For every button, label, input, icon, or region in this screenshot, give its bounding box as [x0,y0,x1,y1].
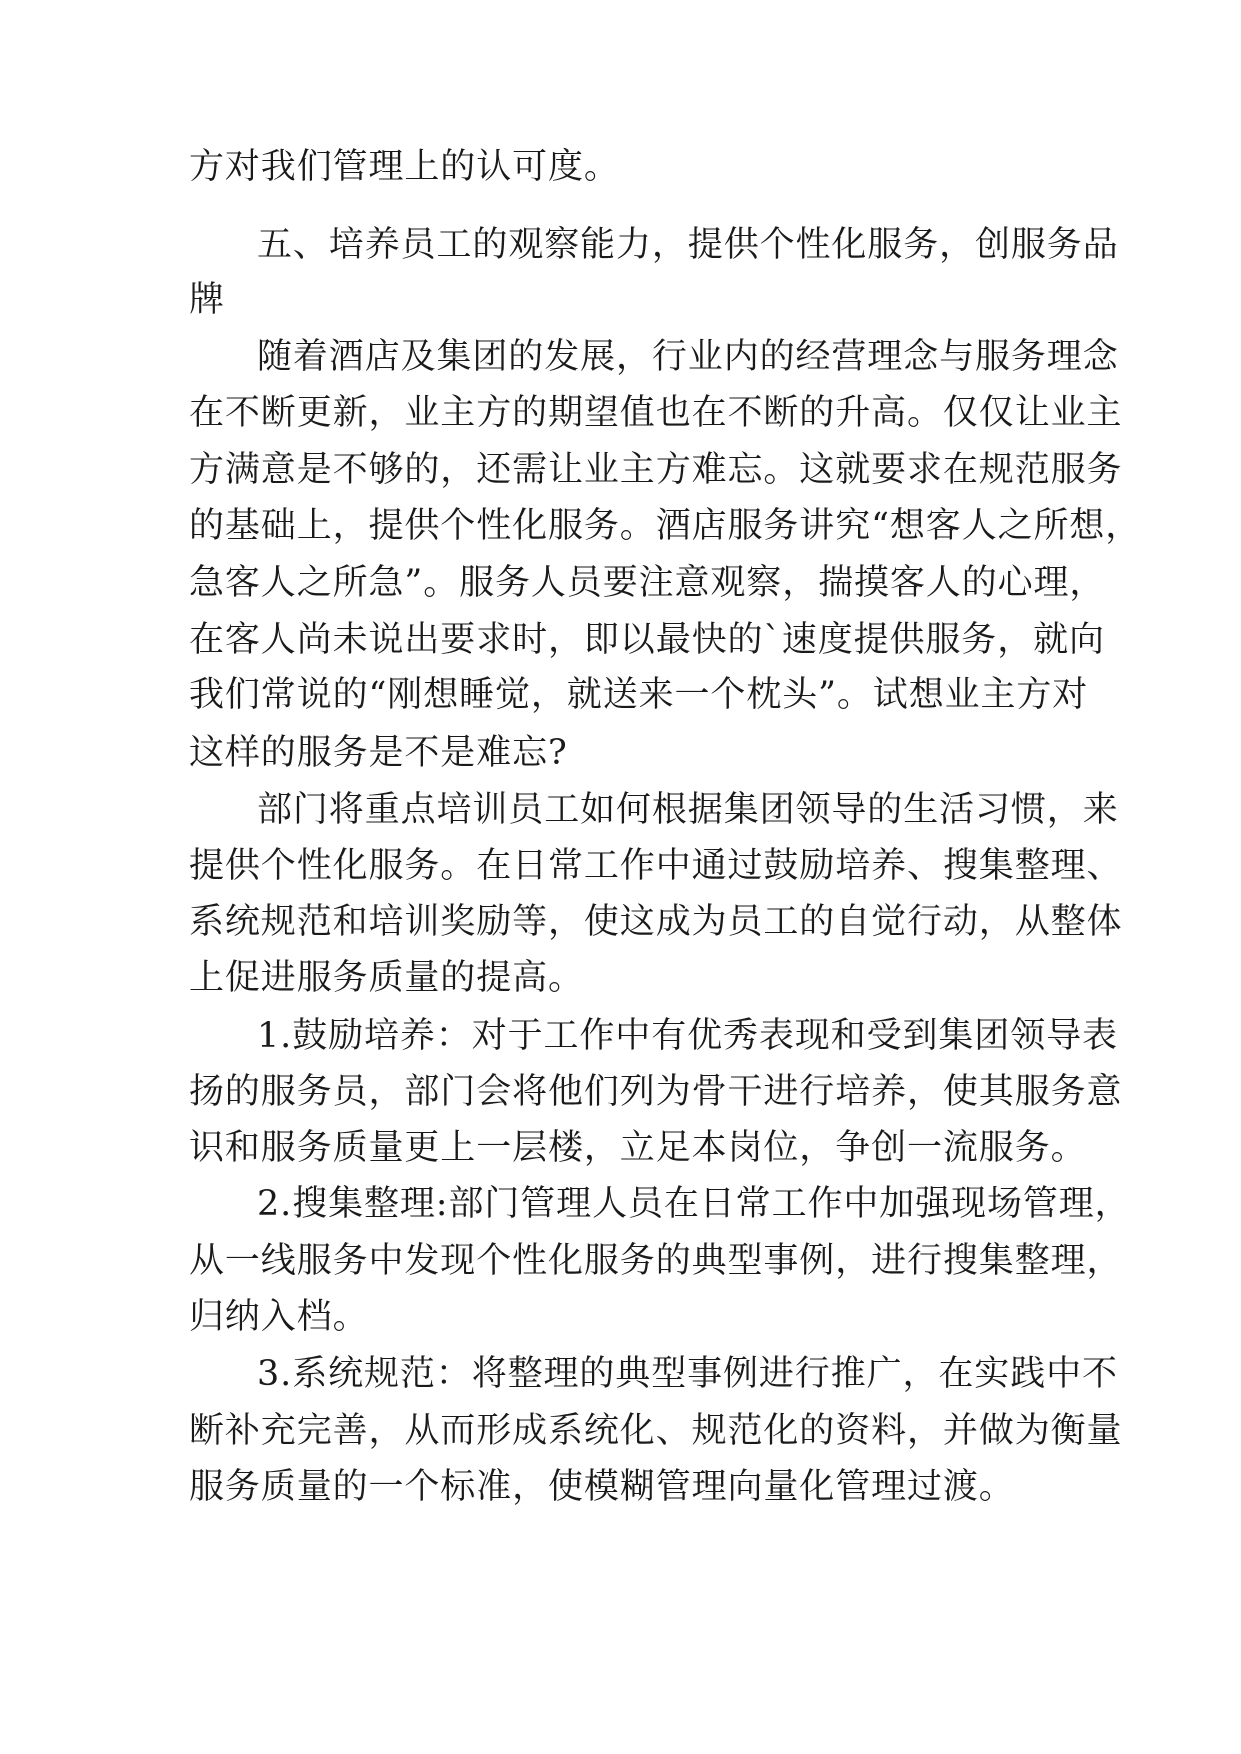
list-item-2-cont: 归纳入档。 [189,1297,369,1337]
list-item-2: 2.搜集整理:部门管理人员在日常工作中加强现场管理， [257,1184,1131,1224]
section-heading-5: 五、培养员工的观察能力，提供个性化服务，创服务品 [257,225,1119,265]
list-item-1-cont: 识和服务质量更上一层楼，立足本岗位，争创一流服务。 [189,1128,1087,1168]
paragraph-line: 部门将重点培训员工如何根据集团领导的生活习惯，来 [257,790,1119,830]
list-item-1-cont: 扬的服务员，部门会将他们列为骨干进行培养，使其服务意 [189,1072,1123,1112]
text-line-1: 方对我们管理上的认可度。 [189,147,620,187]
list-item-3-cont: 断补充完善，从而形成系统化、规范化的资料，并做为衡量 [189,1411,1123,1451]
list-item-3: 3.系统规范：将整理的典型事例进行推广，在实践中不 [257,1354,1118,1394]
paragraph-line: 在客人尚未说出要求时，即以最快的`速度提供服务，就向 [189,620,1105,660]
section-heading-5-cont: 牌 [189,280,225,320]
paragraph-line: 随着酒店及集团的发展，行业内的经营理念与服务理念 [257,337,1119,377]
paragraph-line: 提供个性化服务。在日常工作中通过鼓励培养、搜集整理、 [189,846,1123,886]
list-item-2-cont: 从一线服务中发现个性化服务的典型事例，进行搜集整理， [189,1241,1123,1281]
paragraph-line: 系统规范和培训奖励等，使这成为员工的自觉行动，从整体 [189,902,1123,942]
paragraph-line: 上促进服务质量的提高。 [189,958,584,998]
paragraph-line: 这样的服务是不是难忘? [189,733,568,773]
paragraph-line: 急客人之所急”。服务人员要注意观察，揣摸客人的心理， [189,563,1106,603]
paragraph-line: 方满意是不够的，还需让业主方难忘。这就要求在规范服务 [189,450,1123,490]
list-item-3-cont: 服务质量的一个标准，使模糊管理向量化管理过渡。 [189,1467,1015,1507]
list-item-1: 1.鼓励培养：对于工作中有优秀表现和受到集团领导表 [257,1016,1118,1056]
paragraph-line: 我们常说的“刚想睡觉，就送来一个枕头”。试想业主方对 [189,675,1089,715]
paragraph-line: 的基础上，提供个性化服务。酒店服务讲究“想客人之所想， [189,506,1142,546]
paragraph-line: 在不断更新，业主方的期望值也在不断的升高。仅仅让业主 [189,393,1123,433]
